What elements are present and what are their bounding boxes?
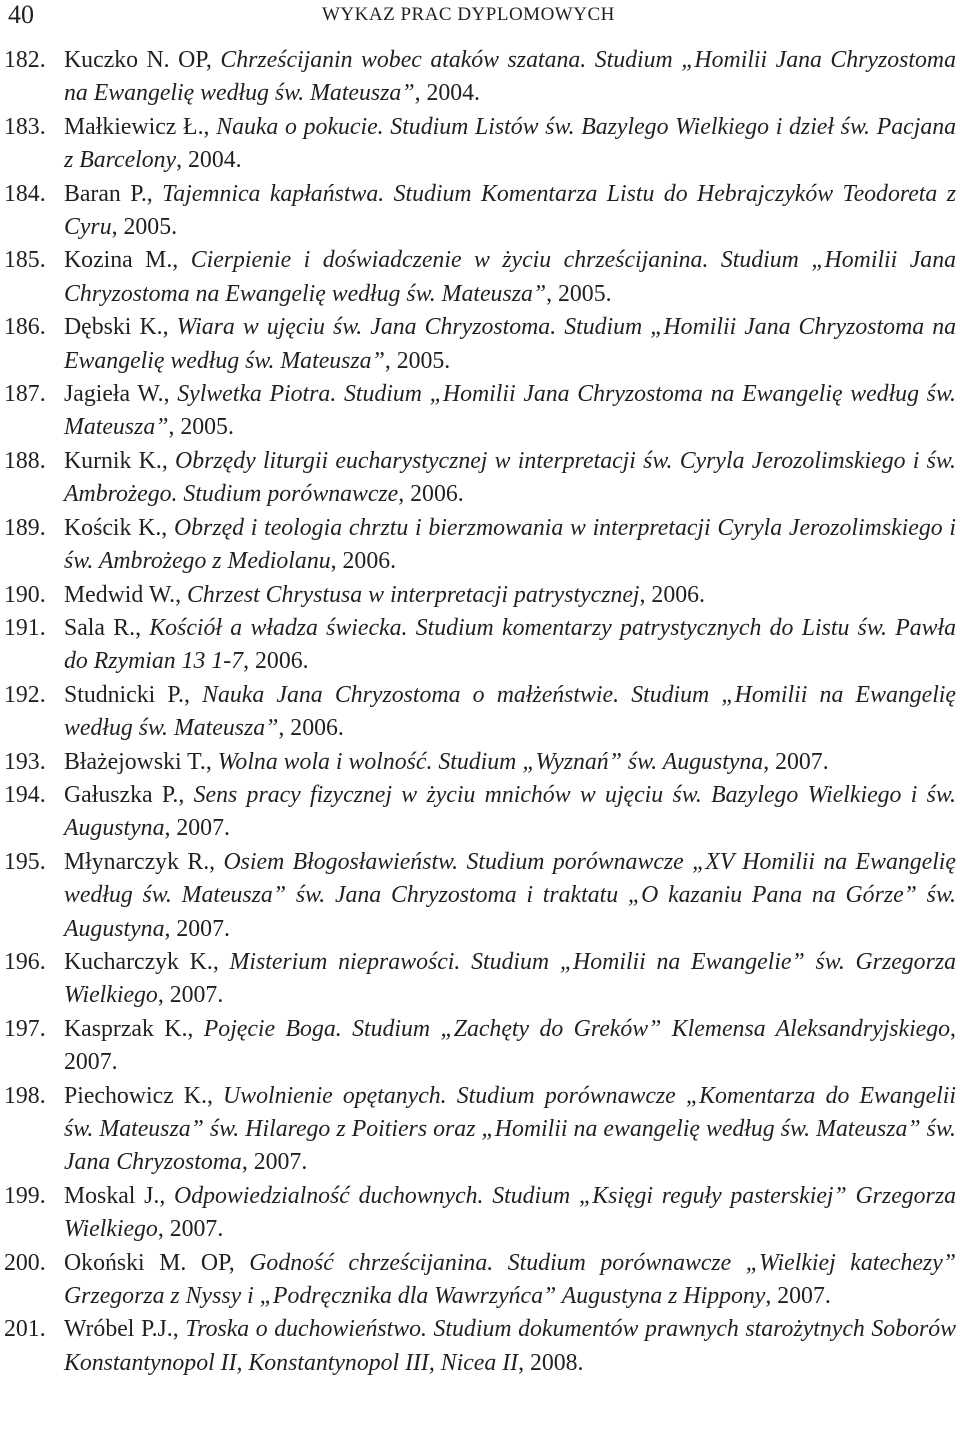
entry-separator: ,: [205, 47, 221, 73]
entry-year: , 2005.: [111, 214, 178, 241]
entry-title: Misterium nieprawości. Studium „Homilii na Ewangelie” św. Grzegorza Wielkiego: [64, 948, 956, 1009]
entry-author: Moskal J.: [64, 1182, 160, 1209]
entry-year: , 2007.: [763, 748, 829, 775]
list-item: [0, 746, 960, 779]
entry-author: Sala R.: [64, 614, 136, 641]
list-item: [0, 612, 960, 679]
entry-number: 186.: [4, 314, 46, 341]
entry-year: , 2005.: [168, 414, 234, 441]
entry-number: 183.: [4, 113, 46, 140]
entry-number: 192.: [4, 681, 46, 708]
entry-separator: ,: [163, 381, 178, 408]
list-item: [0, 946, 960, 1013]
entry-author: Błażejowski T.: [64, 748, 206, 775]
entry-year: , 2007.: [765, 1283, 831, 1310]
entry-title: Wiara w ujęciu św. Jana Chryzostoma. Studium „Homilii Jana Chryzostoma na Ewangelię według św. Mateusza”: [64, 314, 956, 374]
entry-separator: ,: [135, 614, 150, 641]
entry-author: Wróbel P.J.: [64, 1316, 173, 1343]
entry-number: 189.: [4, 514, 46, 541]
entry-author: Okoński M. OP: [64, 1249, 229, 1276]
entry-title: Wolna wola i wolność. Studium „Wyznań” św. Augustyna: [217, 748, 764, 775]
entry-year: , 2006.: [243, 648, 309, 675]
entry-title: Nauka Jana Chryzostoma o małżeństwie. Studium „Homilii na Ewangelię według św. Mateusza”: [64, 681, 956, 742]
list-item: [0, 44, 960, 111]
list-item: [0, 579, 960, 612]
entry-year: , 2007.: [64, 1015, 956, 1076]
entry-number: 201.: [4, 1316, 46, 1343]
entry-title: Godność chrześcijanina. Studium porównawcze „Wielkiej katechezy” Grzegorza z Nyssy i „Podręcznika dla Wawrzyńca” Augustyna z Hippony: [64, 1249, 956, 1310]
entry-separator: ,: [178, 781, 194, 808]
entry-year: , 2007.: [164, 815, 230, 842]
entry-year: , 2007.: [164, 915, 230, 942]
list-item: [0, 1013, 960, 1080]
entry-year: , 2006.: [278, 715, 344, 742]
entry-year: , 2008.: [518, 1349, 584, 1376]
page-header: [0, 0, 960, 34]
entry-title: Pojęcie Boga. Studium „Zachęty do Greków” Klemensa Aleksandryjskiego: [203, 1015, 951, 1042]
list-item: [0, 244, 960, 311]
entry-separator: ,: [159, 1182, 175, 1209]
list-item: [0, 779, 960, 846]
entry-title: Uwolnienie opętanych. Studium porównawcze „Komentarza do Ewangelii św. Mateusza” św. Hilarego z Poitiers oraz „Homilii na ewangelię według św. Mateusza” św. Jana Chryzostoma: [64, 1082, 956, 1176]
entry-number: 184.: [4, 180, 46, 207]
entry-author: Kurnik K.: [64, 447, 162, 474]
entry-number: 195.: [4, 848, 46, 875]
entry-title: Obrzędy liturgii eucharystycznej w interpretacji św. Cyryla Jerozolimskiego i św. Ambrożego. Studium porównawcze: [64, 447, 956, 508]
entry-author: Dębski K.: [64, 314, 163, 341]
list-item: [0, 378, 960, 445]
entry-year: , 2006.: [639, 581, 705, 608]
list-item: [0, 512, 960, 579]
entry-year: , 2006.: [398, 481, 464, 508]
entry-number: 190.: [4, 581, 46, 608]
entry-number: 182.: [4, 47, 46, 73]
entry-title: Odpowiedzialność duchownych. Studium „Księgi reguły pasterskiej” Grzegorza Wielkiego: [64, 1182, 956, 1243]
entry-separator: ,: [172, 247, 191, 274]
entry-separator: ,: [175, 581, 187, 608]
entry-separator: ,: [161, 447, 176, 474]
list-item: [0, 679, 960, 746]
list-item: [0, 178, 960, 245]
entry-separator: ,: [172, 1316, 186, 1343]
entry-year: , 2007.: [241, 1149, 308, 1176]
entry-separator: ,: [212, 948, 230, 975]
entry-year: , 2004.: [414, 80, 481, 107]
entry-year: , 2007.: [157, 982, 224, 1009]
entry-author: Jagieła W.: [64, 381, 164, 408]
entry-author: Małkiewicz Ł.: [64, 113, 204, 140]
entry-year: , 2005.: [384, 347, 451, 374]
entry-year: , 2007.: [157, 1216, 224, 1243]
entry-number: 198.: [4, 1082, 46, 1109]
entry-number: 191.: [4, 614, 46, 641]
entry-number: 197.: [4, 1015, 46, 1042]
entry-number: 200.: [4, 1249, 46, 1276]
list-item: [0, 311, 960, 378]
entry-separator: ,: [209, 848, 224, 875]
entry-number: 193.: [4, 748, 46, 775]
entry-separator: ,: [162, 314, 177, 341]
entry-author: Piechowicz K.: [64, 1082, 207, 1109]
entry-number: 187.: [4, 381, 46, 408]
entry-separator: ,: [146, 180, 163, 207]
entry-author: Baran P.: [64, 180, 147, 207]
entry-number: 185.: [4, 247, 46, 274]
entry-separator: ,: [205, 748, 218, 775]
list-item: [0, 1180, 960, 1247]
entry-title: Osiem Błogosławieństw. Studium porównawcze „XV Homilii na Ewangelię według św. Mateusza” św. Jana Chryzostoma i traktatu „O kazaniu Pana na Górze” św. Augustyna: [64, 848, 956, 942]
entry-title: Obrzęd i teologia chrztu i bierzmowania w interpretacji Cyryla Jerozolimskiego i św. Ambrożego z Mediolanu: [64, 514, 956, 575]
entry-title: Nauka o pokucie. Studium Listów św. Bazylego Wielkiego i dzieł św. Pacjana z Barcelony: [64, 113, 957, 174]
running-title: WYKAZ PRAC DYPLOMOWYCH: [322, 4, 615, 25]
entry-title: Chrześcijanin wobec ataków szatana. Studium „Homilii Jana Chryzostoma na Ewangelię według św. Mateusza”: [64, 47, 956, 107]
entry-separator: ,: [206, 1082, 224, 1109]
entry-year: , 2006.: [330, 548, 397, 575]
list-item: [0, 445, 960, 512]
list-item: [0, 1247, 960, 1314]
entry-title: Kościół a władza świecka. Studium komentarzy patrystycznych do Listu św. Pawła do Rzymian 13 1-7: [64, 614, 957, 675]
entry-author: Kozina M.: [64, 247, 173, 274]
entry-separator: ,: [161, 514, 174, 541]
entry-title: Sylwetka Piotra. Studium „Homilii Jana Chryzostoma na Ewangelię według św. Mateusza”: [64, 381, 956, 441]
entry-number: 194.: [4, 781, 46, 808]
entry-author: Kasprzak K.: [64, 1015, 188, 1042]
entry-title: Troska o duchowieństwo. Studium dokumentów prawnych starożytnych Soborów Konstantynopol II, Konstantynopol III, Nicea II: [64, 1316, 957, 1376]
thesis-list: [0, 44, 960, 1380]
entry-separator: ,: [183, 681, 203, 708]
page-number: 40: [8, 0, 34, 29]
entry-title: Tajemnica kapłaństwa. Studium Komentarza Listu do Hebrajczyków Teodoreta z Cyru: [64, 180, 956, 241]
entry-author: Medwid W.: [64, 581, 176, 608]
entry-number: 188.: [4, 447, 46, 474]
entry-number: 199.: [4, 1182, 46, 1209]
list-item: [0, 111, 960, 178]
list-item: [0, 1080, 960, 1180]
entry-year: , 2005.: [546, 280, 612, 307]
entry-author: Gałuszka P.: [64, 781, 179, 808]
entry-separator: ,: [228, 1249, 250, 1276]
entry-author: Kuczko N. OP: [64, 47, 206, 73]
list-item: [0, 1313, 960, 1380]
list-item: [0, 846, 960, 946]
entry-number: 196.: [4, 948, 46, 975]
entry-author: Kościk K.: [64, 514, 162, 541]
entry-year: , 2004.: [176, 147, 242, 174]
entry-separator: ,: [187, 1015, 204, 1042]
entry-author: Studnicki P.: [64, 681, 184, 708]
entry-title: Chrzest Chrystusa w interpretacji patrystycznej: [186, 581, 640, 608]
entry-author: Młynarczyk R.: [64, 848, 210, 875]
entry-title: Cierpienie i doświadczenie w życiu chrześcijanina. Studium „Homilii Jana Chryzostoma na Ewangelię według św. Mateusza”: [64, 247, 956, 307]
entry-author: Kucharczyk K.: [64, 948, 213, 975]
entry-title: Sens pracy fizycznej w życiu mnichów w ujęciu św. Bazylego Wielkiego i św. Augustyna: [64, 781, 956, 842]
entry-separator: ,: [203, 113, 217, 140]
